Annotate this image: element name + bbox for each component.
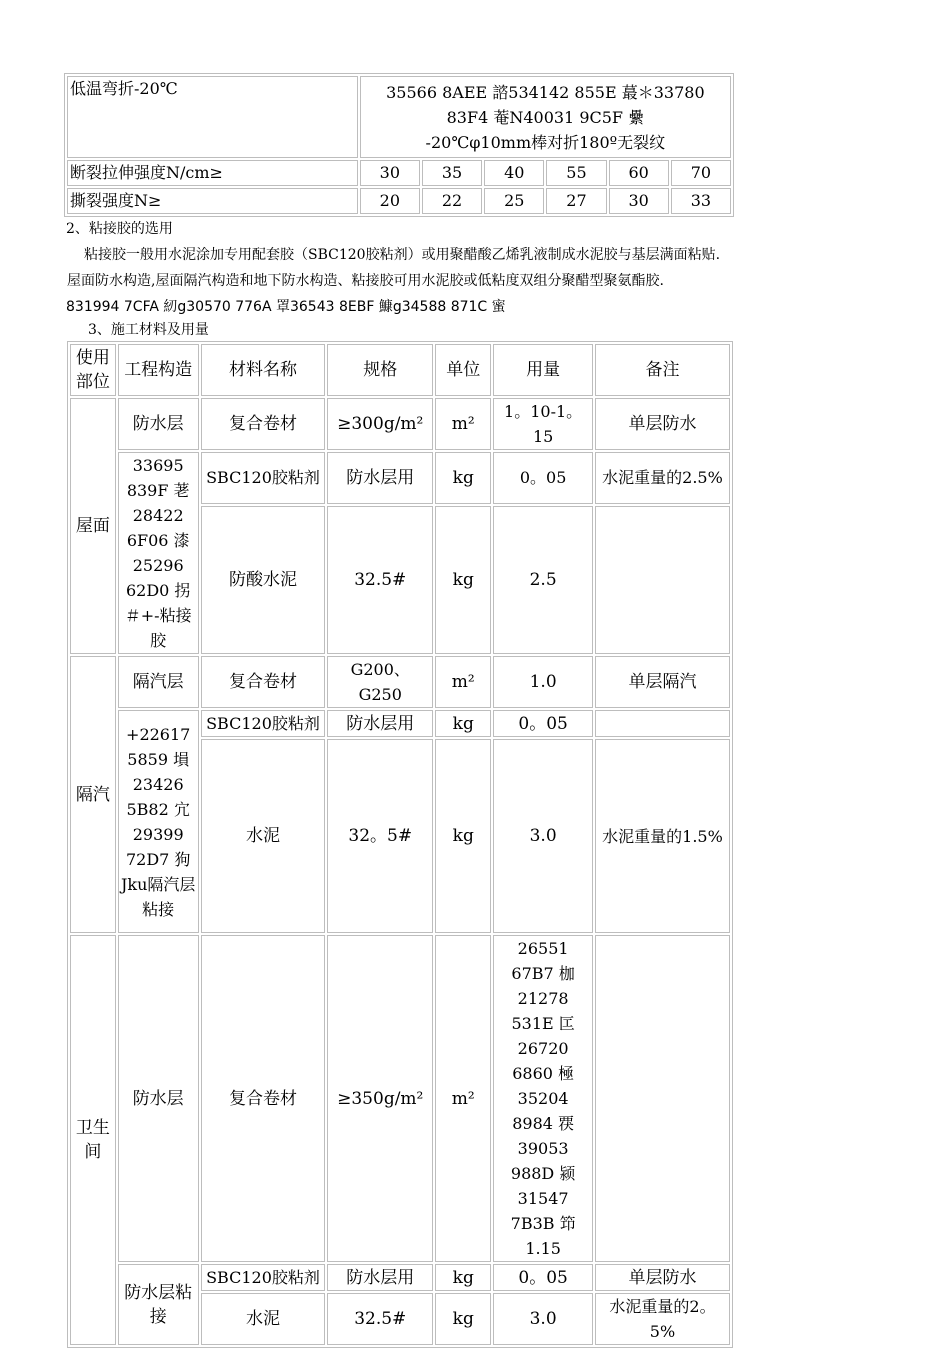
amount-cell: 0。05 [493,710,593,737]
construct-cell: +22617 5859 塤23426 5B82 宂29399 72D7 狗Jku隔汽层粘接 [118,710,199,933]
table-row [70,398,730,450]
construct-cell: 隔汽层 [118,656,199,708]
unit-cell: m² [435,935,491,1262]
construct-cell: 防水层粘接 [118,1264,199,1345]
amount-cell: 3.0 [493,739,593,933]
merged-value: 35566 8AEE 諮534142 855E 蕞＊33780 83F4 菴N40031 9C5F 纍 -20℃φ10mm棒对折180º无裂纹 [360,76,731,158]
materials-table [67,341,733,1348]
header-cell: 单位 [435,344,491,396]
table-row [67,188,731,214]
unit-cell: kg [435,506,491,654]
table-row [70,710,730,737]
note-cell [595,710,730,737]
section-heading: 2、粘接胶的选用 [66,221,173,237]
table-row [70,452,730,504]
material-cell: SBC120胶粘剂 [201,710,326,737]
spec-cell: 防水层用 [327,1264,433,1291]
cell: 33 [671,188,731,214]
construct-cell: 防水层 [118,935,199,1262]
header-cell: 用量 [493,344,593,396]
group-cell-bath: 卫生间 [70,935,116,1345]
material-cell: 防酸水泥 [201,506,326,654]
header-cell: 工程构造 [118,344,199,396]
table-row [70,656,730,708]
unit-cell: kg [435,1264,491,1291]
group-cell-vapor: 隔汽 [70,656,116,933]
amount-cell: 0。05 [493,452,593,504]
note-cell: 水泥重量的1.5% [595,739,730,933]
note-cell [595,506,730,654]
material-cell: 水泥 [201,1293,326,1345]
material-cell: 复合卷材 [201,398,326,450]
cell: 20 [360,188,420,214]
cell: 60 [609,160,669,186]
header-cell: 材料名称 [201,344,326,396]
cell: 55 [546,160,606,186]
code-line: 831994 7CFA 紉g30570 776A 罩36543 8EBF 鱇g34588 871C 蜜 [66,299,506,315]
amount-cell: 2.5 [493,506,593,654]
construct-cell: 防水层 [118,398,199,450]
note-cell: 水泥重量的2.5% [595,452,730,504]
note-cell [595,935,730,1262]
amount-cell: 3.0 [493,1293,593,1345]
row-label: 低温弯折-20℃ [67,76,358,158]
material-cell: 水泥 [201,739,326,933]
header-cell: 使用部位 [70,344,116,396]
spec-cell: 32.5# [327,1293,433,1345]
table-row [70,1264,730,1291]
spec-cell: G200、G250 [327,656,433,708]
note-cell: 单层防水 [595,1264,730,1291]
material-cell: SBC120胶粘剂 [201,1264,326,1291]
material-cell: SBC120胶粘剂 [201,452,326,504]
material-cell: 复合卷材 [201,935,326,1262]
spec-cell: 防水层用 [327,452,433,504]
row-label: 撕裂强度N≥ [67,188,358,214]
amount-cell: 1。10-1。15 [493,398,593,450]
properties-table [64,73,734,217]
cell: 30 [609,188,669,214]
cell: 70 [671,160,731,186]
spec-cell: 防水层用 [327,710,433,737]
cell: 22 [422,188,482,214]
cell: 30 [360,160,420,186]
spec-cell: ≥350g/m² [327,935,433,1262]
spec-cell: 32。5# [327,739,433,933]
unit-cell: kg [435,452,491,504]
unit-cell: m² [435,656,491,708]
table-row [67,76,731,158]
header-cell: 规格 [327,344,433,396]
paragraph: 粘接胶一般用水泥涂加专用配套胶（SBC120胶粘剂）或用聚醋酸乙烯乳液制成水泥胶与基层满面粘贴. [84,247,721,263]
amount-cell: 26551 67B7 枷21278 531E 匞26720 6860 極35204 8984 覄39053 988D 颍31547 7B3B 笻1.15 [493,935,593,1262]
cell: 27 [546,188,606,214]
amount-cell: 1.0 [493,656,593,708]
cell: 35 [422,160,482,186]
group-cell-roof: 屋面 [70,398,116,654]
section-heading: 3、施工材料及用量 [88,322,209,338]
cell: 40 [484,160,544,186]
table-row [67,160,731,186]
row-label: 断裂拉伸强度N/cm≥ [67,160,358,186]
table-header-row [70,344,730,396]
note-cell: 单层隔汽 [595,656,730,708]
unit-cell: kg [435,1293,491,1345]
material-cell: 复合卷材 [201,656,326,708]
amount-cell: 0。05 [493,1264,593,1291]
note-cell: 水泥重量的2。5% [595,1293,730,1345]
table-row [70,935,730,1262]
unit-cell: kg [435,739,491,933]
paragraph: 屋面防水构造,屋面隔汽构造和地下防水构造、粘接胶可用水泥胶或低粘度双组分聚醋型聚氨酯胶. [67,273,664,289]
construct-cell: 33695 839F 荖28422 6F06 漆25296 62D0 拐＃+-粘接胶 [118,452,199,654]
note-cell: 单层防水 [595,398,730,450]
cell: 25 [484,188,544,214]
spec-cell: 32.5# [327,506,433,654]
unit-cell: kg [435,710,491,737]
header-cell: 备注 [595,344,730,396]
spec-cell: ≥300g/m² [327,398,433,450]
unit-cell: m² [435,398,491,450]
